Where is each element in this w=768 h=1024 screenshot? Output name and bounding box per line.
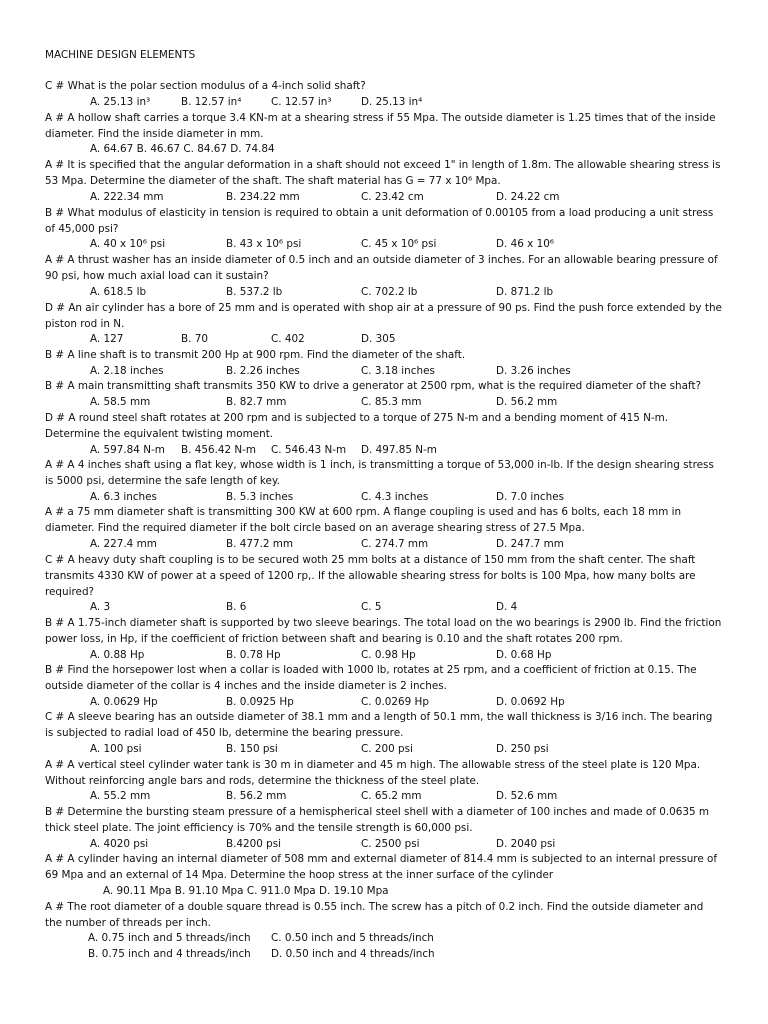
option-a: A. 25.13 in³ [90,96,151,108]
option-d: D. 7.0 inches [496,491,565,503]
option-d: D. 4 [496,601,518,613]
option-b: B. 234.22 mm [226,191,300,203]
option-d: D. 497.85 N-m [361,444,437,456]
option-a: A. 4020 psi [90,838,149,850]
question-text: B # A 1.75-inch diameter shaft is supported by two sleeve bearings. The total load on the wo bearings is 2900 lb. Find the friction power loss, in Hp, if the coefficient of friction between shaft and bearing is 0.10 and the shaft rotates 200 rpm. [45,617,722,645]
option-c: C. 0.98 Hp [361,649,416,661]
option-d: D. 0.0692 Hp [496,696,565,708]
option-a: A. 55.2 mm [90,790,151,802]
option-c: C. 45 x 10⁶ psi [361,238,437,250]
question-options [0,931,768,947]
option-b: B. 537.2 lb [226,286,283,298]
option-a: A. 6.3 inches [90,491,157,503]
option-c: C. 200 psi [361,743,413,755]
question-text: C # A sleeve bearing has an outside diameter of 38.1 mm and a length of 50.1 mm, the wall thickness is 3/16 inch. The bearing is subjected to radial load of 450 lb, determine the bearing pressure. [45,711,713,739]
question-options [0,537,768,553]
question-options [0,443,768,459]
option-a: A. 597.84 N-m [90,444,165,456]
question-text: A # a 75 mm diameter shaft is transmitting 300 KW at 600 rpm. A flange coupling is used and has 6 bolts, each 18 mm in diameter. Find the required diameter if the bolt circle based on an average shearing stress of 27.5 Mpa. [45,506,682,534]
question-options [0,789,768,805]
option-a: A. 58.5 mm [90,396,151,408]
question-options [0,190,768,206]
option-d: D. 871.2 lb [496,286,554,298]
option-b: B. 43 x 10⁶ psi [226,238,302,250]
question-options [0,947,768,963]
question-text: A # A hollow shaft carries a torque 3.4 KN-m at a shearing stress if 55 Mpa. The outside diameter is 1.25 times that of the inside diameter. Find the inside diameter in mm. [45,112,716,140]
question-text: A # A 4 inches shaft using a flat key, whose width is 1 inch, is transmitting a torque of 53,000 in-lb. If the design shearing stress is 5000 psi, determine the safe length of key. [45,459,714,487]
option-c: C. 274.7 mm [361,538,429,550]
question-options [0,95,768,111]
option-d: D. 0.50 inch and 4 threads/inch [271,948,435,960]
option-a: A. 127 [90,333,124,345]
option-b: B. 0.78 Hp [226,649,281,661]
question-text: A # A thrust washer has an inside diameter of 0.5 inch and an outside diameter of 3 inches. For an allowable bearing pressure of 90 psi, how much axial load can it sustain? [45,254,718,282]
question-text: D # An air cylinder has a bore of 25 mm and is operated with shop air at a pressure of 90 ps. Find the push force extended by the piston rod in N. [45,302,722,330]
option-c: C. 65.2 mm [361,790,422,802]
option-b: B. 6 [226,601,247,613]
question-options [0,884,768,900]
option-c: C. 5 [361,601,382,613]
question-text: A # A cylinder having an internal diameter of 508 mm and external diameter of 814.4 mm is subjected to an internal pressure of 69 Mpa and an external of 14 Mpa. Determine the hoop stress at the inner surface of the cylinder [45,853,718,881]
option-d: D. 52.6 mm [496,790,558,802]
option-d: D. 305 [361,333,396,345]
option-d: D. 25.13 in⁴ [361,96,423,108]
question-text: C # What is the polar section modulus of a 4-inch solid shaft? [45,80,366,92]
question-options [0,648,768,664]
question-text: B # Find the horsepower lost when a collar is loaded with 1000 lb, rotates at 25 rpm, and a coefficient of friction at 0.15. The outside diameter of the collar is 4 inches and the inside diameter is 2 inches. [45,664,697,692]
option-b: B. 70 [181,333,208,345]
option-c: C. 0.0269 Hp [361,696,429,708]
question-options [0,237,768,253]
option-b: B. 456.42 N-m [181,444,257,456]
option-c: C. 402 [271,333,305,345]
question-text: B # A line shaft is to transmit 200 Hp at 900 rpm. Find the diameter of the shaft. [45,349,466,361]
option-c: C. 546.43 N-m [271,444,347,456]
question-text: D # A round steel shaft rotates at 200 rpm and is subjected to a torque of 275 N-m and a bending moment of 415 N-m. Determine the equivalent twisting moment. [45,412,669,440]
question-options [0,837,768,853]
question-options [0,490,768,506]
option-b: B. 150 psi [226,743,278,755]
option-c: C. 2500 psi [361,838,420,850]
question-text: B # Determine the bursting steam pressure of a hemispherical steel shell with a diameter of 100 inches and made of 0.0635 m thick steel plate. The joint efficiency is 70% and the tensile strength is 60,000 psi. [45,806,710,834]
option-c: C. 12.57 in³ [271,96,332,108]
question-options [0,695,768,711]
option-d: D. 2040 psi [496,838,556,850]
option-a: A. 40 x 10⁶ psi [90,238,166,250]
option-b: B. 82.7 mm [226,396,287,408]
option-a: A. 3 [90,601,111,613]
option-a: A. 618.5 lb [90,286,147,298]
question-options [0,285,768,301]
option-c: C. 0.50 inch and 5 threads/inch [271,932,434,944]
option-d: D. 250 psi [496,743,549,755]
options-line: A. 90.11 Mpa B. 91.10 Mpa C. 911.0 Mpa D. 19.10 Mpa [103,885,389,897]
question-options [0,332,768,348]
option-c: C. 702.2 lb [361,286,418,298]
option-a: A. 222.34 mm [90,191,164,203]
option-b: B. 0.75 inch and 4 threads/inch [88,948,251,960]
question-text: A # The root diameter of a double square thread is 0.55 inch. The screw has a pitch of 0.2 inch. Find the outside diameter and the number of threads per inch. [45,901,704,929]
option-b: B. 0.0925 Hp [226,696,294,708]
question-options [0,600,768,616]
option-b: B. 2.26 inches [226,365,300,377]
question-options [0,742,768,758]
option-b: B.4200 psi [226,838,282,850]
option-a: A. 0.75 inch and 5 threads/inch [88,932,251,944]
question-options [0,395,768,411]
question-options [0,364,768,380]
document-title: MACHINE DESIGN ELEMENTS [45,49,196,61]
option-a: A. 227.4 mm [90,538,157,550]
option-c: C. 23.42 cm [361,191,424,203]
option-d: D. 0.68 Hp [496,649,552,661]
option-a: A. 100 psi [90,743,142,755]
question-text: B # What modulus of elasticity in tension is required to obtain a unit deformation of 0.00105 from a load producing a unit stress of 45,000 psi? [45,207,714,235]
option-d: D. 24.22 cm [496,191,560,203]
option-b: B. 477.2 mm [226,538,294,550]
option-d: D. 247.7 mm [496,538,564,550]
option-d: D. 56.2 mm [496,396,558,408]
option-c: C. 3.18 inches [361,365,435,377]
option-a: A. 0.0629 Hp [90,696,158,708]
question-text: A # It is specified that the angular deformation in a shaft should not exceed 1" in length of 1.8m. The allowable shearing stress is 53 Mpa. Determine the diameter of the shaft. The shaft material has G = 77 x 10⁶ Mpa. [45,159,721,187]
option-a: A. 2.18 inches [90,365,164,377]
options-line: A. 64.67 B. 46.67 C. 84.67 D. 74.84 [90,143,275,155]
option-d: D. 3.26 inches [496,365,571,377]
question-text: A # A vertical steel cylinder water tank is 30 m in diameter and 45 m high. The allowable stress of the steel plate is 120 Mpa. Without reinforcing angle bars and rods, determine the thickness of the steel plate. [45,759,701,787]
question-text: B # A main transmitting shaft transmits 350 KW to drive a generator at 2500 rpm, what is the required diameter of the shaft? [45,380,702,392]
option-b: B. 56.2 mm [226,790,287,802]
option-b: B. 5.3 inches [226,491,294,503]
question-options [0,142,768,158]
question-text: C # A heavy duty shaft coupling is to be secured woth 25 mm bolts at a distance of 150 mm from the shaft center. The shaft transmits 4330 KW of power at a speed of 1200 rp,. If the allowable shearing stress for bolts is 100 Mpa, how many bolts are required? [45,554,696,598]
option-a: A. 0.88 Hp [90,649,145,661]
option-d: D. 46 x 10⁶ [496,238,554,250]
option-c: C. 85.3 mm [361,396,422,408]
option-c: C. 4.3 inches [361,491,429,503]
option-b: B. 12.57 in⁴ [181,96,242,108]
